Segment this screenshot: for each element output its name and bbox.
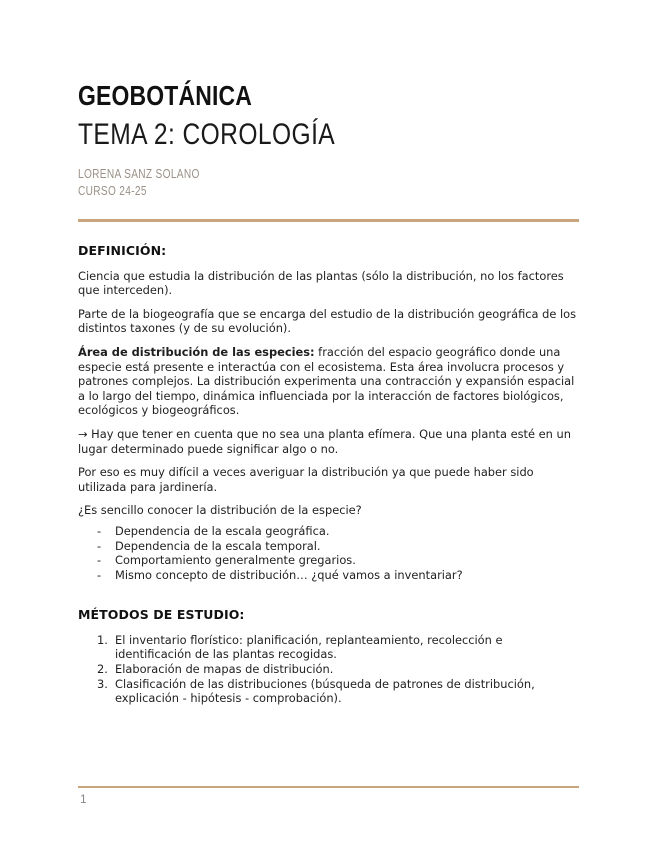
list-number: 2.: [97, 662, 108, 677]
list-item-text: Mismo concepto de distribución… ¿qué vamos a inventariar?: [115, 567, 463, 582]
list-item: [78, 553, 581, 568]
paragraph-text: fracción del espacio geográfico donde una especie está presente e interactúa con el ecosistema. Esta área involucra procesos y patrones complejos. La distribución experimenta una contracción y expansión espacial a lo largo del tiempo, dinámica influenciada por la interacción de factores biológicos, ecológicos y biogeográficos.: [78, 344, 575, 418]
paragraph: Por eso es muy difícil a veces averiguar la distribución ya que puede haber sido utilizada para jardinería.: [78, 465, 534, 494]
list-item: [78, 568, 581, 583]
course-label: CURSO 24-25: [78, 183, 147, 198]
footer-divider: [78, 786, 579, 788]
dash-marker: -: [97, 553, 102, 568]
list-item-text: Elaboración de mapas de distribución.: [115, 662, 334, 677]
document-title: GEOBOTÁNICA: [78, 80, 253, 111]
dash-marker: -: [97, 523, 102, 538]
header-divider: [78, 219, 579, 222]
paragraph: Ciencia que estudia la distribución de las plantas (sólo la distribución, no los factores que interceden).: [78, 268, 564, 298]
document-body: [78, 244, 581, 706]
dash-marker: -: [97, 567, 102, 582]
list-number: 1.: [97, 632, 108, 647]
paragraph: → Hay que tener en cuenta que no sea una planta efímera. Que una planta esté en un lugar determinado puede significar algo o no.: [78, 426, 571, 456]
list-item-text: El inventario florístico: planificación, replanteamiento, recolección e identificación de las plantas recogidas.: [115, 632, 503, 662]
section-heading-definicion: DEFINICIÓN:: [78, 243, 167, 258]
list-item: [78, 677, 581, 706]
list-item-text: Dependencia de la escala temporal.: [115, 538, 321, 553]
list-item-text: Clasificación de las distribuciones (búsqueda de patrones de distribución, explicación - hipótesis - comprobación).: [115, 676, 535, 706]
numbered-list: [78, 633, 581, 706]
list-item: [78, 633, 581, 662]
author-name: LORENA SANZ SOLANO: [78, 166, 200, 181]
document-subtitle: TEMA 2: COROLOGÍA: [78, 118, 336, 151]
paragraph-question: ¿Es sencillo conocer la distribución de la especie?: [78, 503, 362, 518]
bold-term: Área de distribución de las especies:: [78, 344, 315, 359]
page-number: 1: [80, 792, 87, 806]
paragraph-area-distribucion: [78, 345, 581, 418]
list-number: 3.: [97, 676, 108, 691]
list-item: [78, 662, 581, 677]
section-heading-metodos: MÉTODOS DE ESTUDIO:: [78, 607, 245, 623]
paragraph: Parte de la biogeografía que se encarga del estudio de la distribución geográfica de los distintos taxones (y de su evolución).: [78, 306, 577, 336]
dash-marker: -: [97, 538, 102, 553]
list-item-text: Comportamiento generalmente gregarios.: [115, 553, 356, 568]
bullet-list: [78, 524, 581, 582]
list-item: [78, 524, 581, 539]
list-item-text: Dependencia de la escala geográfica.: [115, 523, 330, 538]
list-item: [78, 539, 581, 554]
